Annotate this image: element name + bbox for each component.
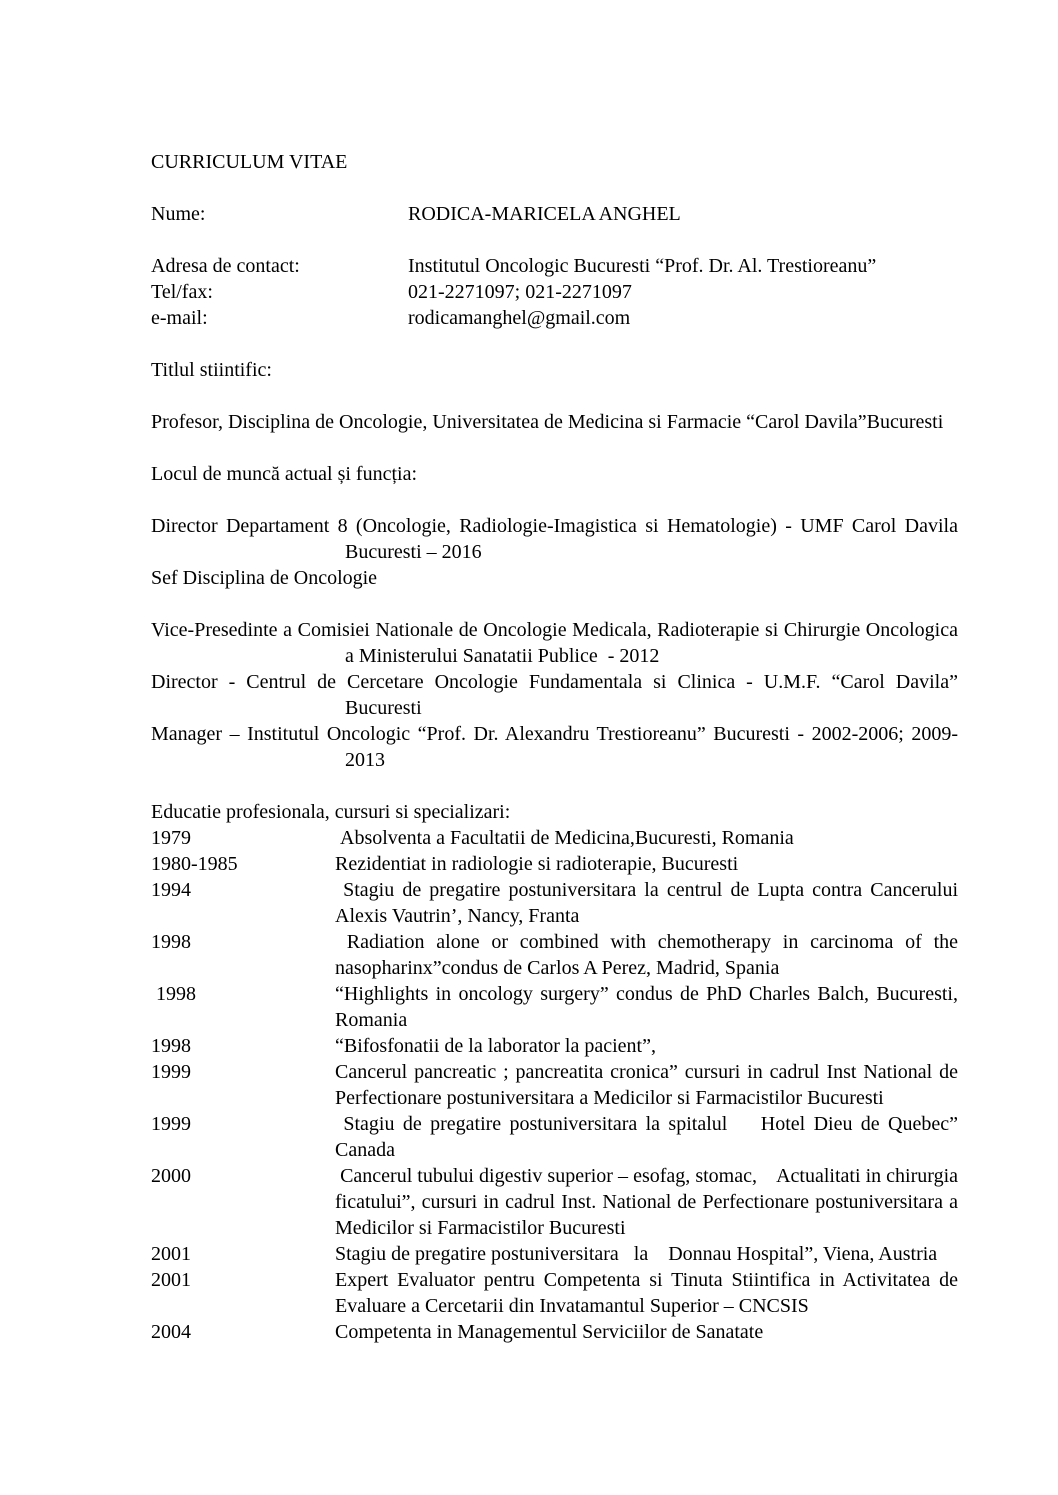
education-year: 1998	[151, 931, 191, 953]
address-value: Institutul Oncologic Bucuresti “Prof. Dr. Al. Trestioreanu”	[408, 255, 877, 277]
email-value: rodicamanghel@gmail.com	[408, 307, 631, 329]
blank-line	[151, 487, 958, 513]
name-label: Nume:	[151, 203, 206, 225]
document-title: CURRICULUM VITAE	[151, 151, 348, 173]
current-position-heading: Locul de muncă actual și funcția:	[151, 463, 418, 485]
education-description: Expert Evaluator pentru Competenta si Tinuta Stiintifica in Activitatea de Evaluare a Cercetarii din Invatamantul Superior – CNCSIS	[335, 1269, 963, 1317]
education-entry	[151, 1059, 963, 1111]
education-entry	[151, 1241, 958, 1267]
contact-row-name	[151, 201, 958, 227]
blank-line	[151, 227, 958, 253]
education-year: 1979	[151, 827, 191, 849]
scientific-title-heading: Titlul stiintific:	[151, 359, 272, 381]
blank-line	[151, 331, 958, 357]
education-year: 2000	[151, 1165, 191, 1187]
position-item-director-centru: Director - Centrul de Cercetare Oncologie Fundamentala si Clinica - U.M.F. “Carol Davila” Bucuresti	[151, 671, 963, 719]
education-year: 1999	[151, 1113, 191, 1135]
blank-line	[151, 435, 958, 461]
name-value: RODICA-MARICELA ANGHEL	[408, 203, 681, 225]
education-entry	[151, 877, 978, 929]
education-year: 1998	[151, 1035, 191, 1057]
position-item-director-departament: Director Departament 8 (Oncologie, Radiologie-Imagistica si Hematologie) - UMF Carol Davila Bucuresti – 2016	[151, 515, 963, 563]
blank-line	[151, 591, 958, 617]
education-description: Stagiu de pregatire postuniversitara la centrul de Lupta contra Cancerului Alexis Vautrin’, Nancy, Franta	[335, 879, 978, 927]
telfax-label: Tel/fax:	[151, 281, 213, 303]
contact-row-telfax	[151, 279, 958, 305]
education-heading: Educatie profesionala, cursuri si specializari:	[151, 801, 511, 823]
position-item-vice-presedinte: Vice-Presedinte a Comisiei Nationale de Oncologie Medicala, Radioterapie si Chirurgie Oncologica a Ministerului Sanatatii Publice - 2012	[151, 619, 963, 667]
education-year: 2001	[151, 1269, 191, 1291]
education-description: Absolventa a Facultatii de Medicina,Bucuresti, Romania	[335, 827, 794, 849]
education-description: Cancerul pancreatic ; pancreatita cronica” cursuri in cadrul Inst National de Perfectionare postuniversitara a Medicilor si Farmacistilor Bucuresti	[335, 1061, 963, 1109]
scientific-title-text: Profesor, Disciplina de Oncologie, Universitatea de Medicina si Farmacie “Carol Davila”Bucuresti	[151, 411, 944, 433]
address-label: Adresa de contact:	[151, 255, 300, 277]
education-entry	[151, 1267, 963, 1319]
education-year: 1994	[151, 879, 191, 901]
telfax-value: 021-2271097; 021-2271097	[408, 281, 632, 303]
position-item-sef-disciplina: Sef Disciplina de Oncologie	[151, 567, 378, 589]
education-entry	[151, 1163, 964, 1241]
education-year: 2001	[151, 1243, 191, 1265]
education-year: 1999	[151, 1061, 191, 1083]
education-entry	[151, 825, 958, 851]
education-entry	[151, 1319, 958, 1345]
education-description: Cancerul tubului digestiv superior – esofag, stomac, Actualitati in chirurgia ficatului”, cursuri in cadrul Inst. National de Perfectionare postuniversitara a Medicilor si Farmacistilor Bucuresti	[335, 1165, 964, 1239]
education-year: 1980-1985	[151, 853, 238, 875]
education-description: Stagiu de pregatire postuniversitara la spitalul Hotel Dieu de Quebec” Canada	[335, 1113, 964, 1161]
education-year: 1998	[151, 983, 196, 1005]
education-year: 2004	[151, 1321, 191, 1343]
blank-line	[151, 773, 958, 799]
education-entry	[151, 929, 963, 981]
education-entry	[151, 1033, 958, 1059]
education-entry	[151, 1111, 964, 1163]
education-description: “Highlights in oncology surgery” condus de PhD Charles Balch, Bucuresti, Romania	[335, 983, 963, 1031]
contact-row-address	[151, 253, 958, 279]
email-label: e-mail:	[151, 307, 208, 329]
education-description: Competenta in Managementul Serviciilor de Sanatate	[335, 1321, 764, 1343]
education-entry	[151, 981, 963, 1033]
blank-line	[151, 175, 958, 201]
education-entry	[151, 851, 958, 877]
education-description: Rezidentiat in radiologie si radioterapie, Bucuresti	[335, 853, 739, 875]
education-description: Radiation alone or combined with chemotherapy in carcinoma of the nasopharinx”condus de Carlos A Perez, Madrid, Spania	[335, 931, 963, 979]
contact-row-email	[151, 305, 958, 331]
blank-line	[151, 383, 958, 409]
education-description: “Bifosfonatii de la laborator la pacient”,	[335, 1035, 656, 1057]
position-item-manager: Manager – Institutul Oncologic “Prof. Dr. Alexandru Trestioreanu” Bucuresti - 2002-2006; 2009-2013	[151, 723, 958, 771]
education-description: Stagiu de pregatire postuniversitara la Donnau Hospital”, Viena, Austria	[335, 1243, 938, 1265]
